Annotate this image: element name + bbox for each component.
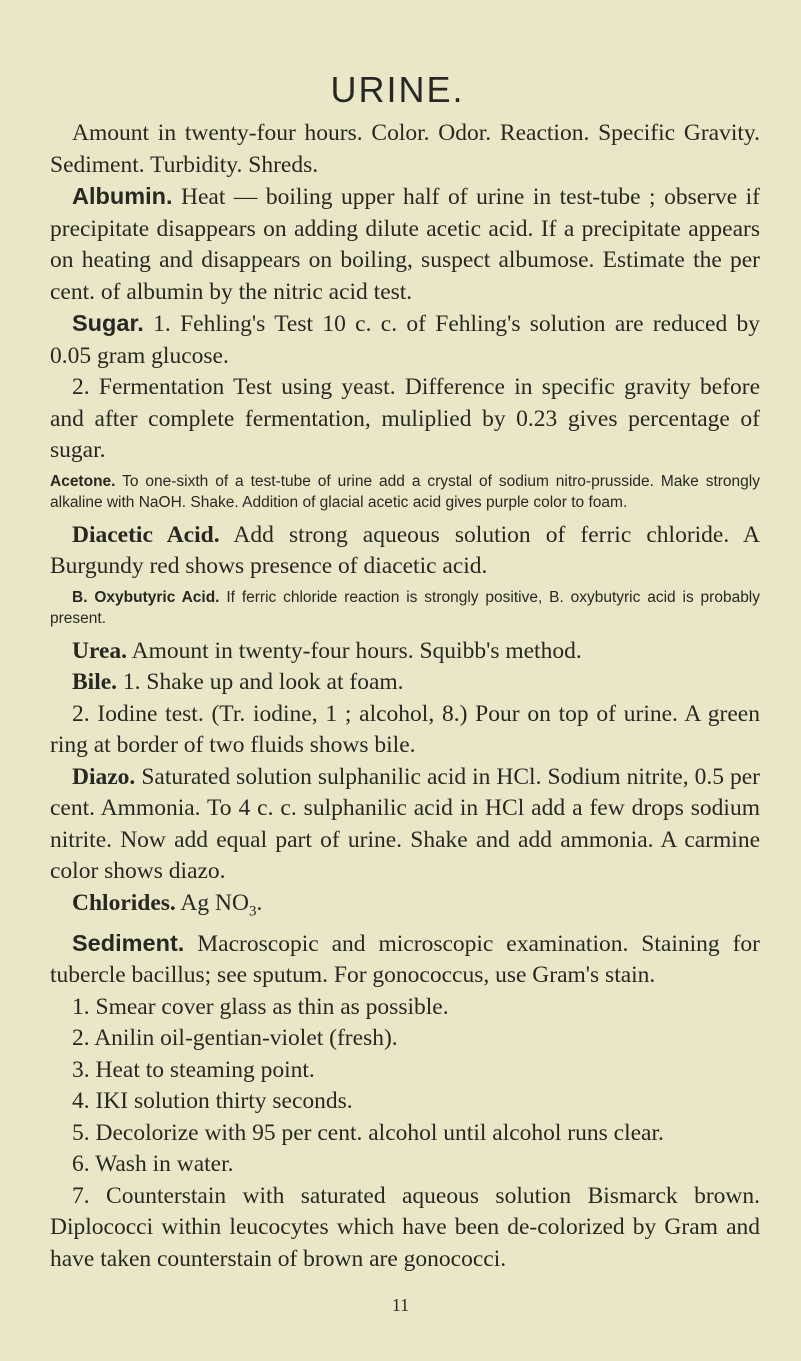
- diazo-heading: Diazo.: [72, 763, 136, 790]
- oxybutyric-section: [50, 587, 760, 630]
- gram-step: 6. Wash in water.: [72, 1151, 234, 1178]
- albumin-text: Heat — boiling upper half of urine in test-tube ; observe if precipitate disappears on adding dilute acetic acid. If a precipitate appears on heating and disappears on boiling, suspect albumose. Estimate the per cent. of albumin by the nitric acid test.: [50, 184, 761, 305]
- gram-step: 1. Smear cover glass as thin as possible.: [72, 993, 449, 1020]
- urea-section: [50, 636, 760, 668]
- bile-iodine-test: 2. Iodine test. (Tr. iodine, 1 ; alcohol, 8.) Pour on top of urine. A green ring at border of two fluids shows bile.: [50, 700, 760, 758]
- chlorides-subscript: 3: [248, 903, 257, 920]
- urea-heading: Urea.: [72, 637, 128, 664]
- sediment-text: Macroscopic and microscopic examination. Staining for tubercle bacillus; see sputum. For gonococcus, use Gram's stain.: [50, 930, 761, 989]
- page-title: URINE.: [330, 69, 465, 110]
- urea-text: Amount in twenty-four hours. Squibb's method.: [131, 637, 582, 664]
- acetone-heading: Acetone.: [50, 472, 116, 490]
- diazo-text: Saturated solution sulphanilic acid in HCl. Sodium nitrite, 0.5 per cent. Ammonia. To 4 c. c. sulphanilic acid in HCl add a few drops sodium nitrite. Now add equal part of urine. Shake and add ammonia. A carmine color shows diazo.: [50, 763, 761, 884]
- bile-heading: Bile.: [72, 669, 118, 695]
- diacetic-text: Add strong aqueous solution of ferric chloride. A Burgundy red shows presence of diacetic acid.: [50, 521, 760, 579]
- albumin-heading: Albumin.: [72, 183, 173, 209]
- intro-paragraph: Amount in twenty-four hours. Color. Odor. Reaction. Specific Gravity. Sediment. Turbidity. Shreds.: [50, 120, 760, 178]
- bile-text-1: 1. Shake up and look at foam.: [122, 669, 404, 695]
- gram-step: 2. Anilin oil-gentian-violet (fresh).: [72, 1025, 398, 1052]
- acetone-text: To one-sixth of a test-tube of urine add a crystal of sodium nitro-prusside. Make strongly alkaline with NaOH. Shake. Addition of glacial acetic acid gives purple color to foam.: [50, 472, 760, 511]
- page-body: [50, 70, 760, 1275]
- chlorides-end: .: [256, 889, 263, 916]
- chlorides-section: [50, 888, 760, 928]
- page-number: 11: [391, 1295, 410, 1315]
- diacetic-section: [50, 520, 760, 583]
- gram-step: 5. Decolorize with 95 per cent. alcohol until alcohol runs clear.: [72, 1119, 664, 1146]
- sugar-fehling-text: 1. Fehling's Test 10 c. c. of Fehling's solution are reduced by 0.05 gram glucose.: [50, 311, 761, 369]
- sugar-heading: Sugar.: [72, 310, 144, 336]
- albumin-section: [50, 181, 760, 308]
- diacetic-heading: Diacetic Acid.: [72, 521, 220, 548]
- gram-step: 7. Counterstain with saturated aqueous solution Bismarck brown. Diplococci within leucocytes which have been de-colorized by Gram and have taken counterstain of brown are gonococci.: [50, 1182, 760, 1272]
- gram-step: 4. IKI solution thirty seconds.: [72, 1088, 353, 1115]
- chlorides-text: Ag NO: [180, 889, 249, 916]
- sugar-fermentation: 2. Fermentation Test using yeast. Difference in specific gravity before and after complete fermentation, muliplied by 0.23 gives percentage of sugar.: [50, 374, 760, 463]
- gram-step: 3. Heat to steaming point.: [72, 1056, 315, 1083]
- diazo-section: [50, 762, 760, 888]
- oxybutyric-text: If ferric chloride reaction is strongly positive, B. oxybutyric acid is probably present.: [50, 588, 761, 627]
- sediment-heading: Sediment.: [72, 929, 185, 956]
- acetone-section: [50, 471, 760, 514]
- chlorides-heading: Chlorides.: [72, 889, 176, 916]
- bile-section: [50, 667, 760, 699]
- sediment-section: [50, 928, 760, 992]
- sugar-section: [50, 308, 760, 372]
- oxybutyric-heading: B. Oxybutyric Acid.: [72, 588, 220, 606]
